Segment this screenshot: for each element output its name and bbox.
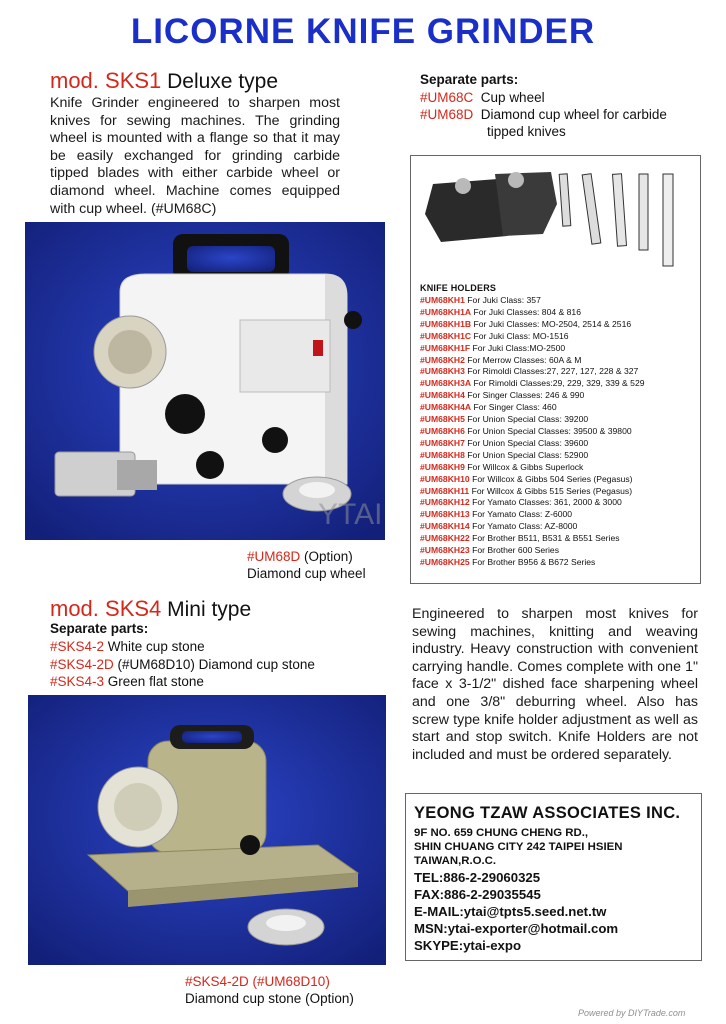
knife-holder-row: #UM68KH4 For Singer Classes: 246 & 990 — [420, 390, 585, 401]
knife-holder-row: #UM68KH22 For Brother B511, B531 & B551 Series — [420, 533, 620, 544]
address-line-3: TAIWAN,R.O.C. — [414, 855, 497, 867]
page-title: LICORNE KNIFE GRINDER — [130, 12, 596, 51]
sks1-type: Deluxe type — [161, 70, 279, 93]
knife-holder-row: #UM68KH7 For Union Special Class: 39600 — [420, 437, 589, 448]
separate-parts-title: Separate parts: — [420, 72, 519, 87]
sks1-option-suffix: (Option) — [300, 549, 353, 564]
separate-parts-item-2-code: #UM68D — [420, 107, 474, 122]
knife-holder-row: #UM68KH1C For Juki Class: MO-1516 — [420, 330, 569, 341]
separate-parts-continuation: tipped knives — [487, 124, 566, 139]
knife-holders-illustration — [411, 156, 700, 274]
contact-fax: FAX:886-2-29035545 — [414, 887, 541, 902]
knife-holders-title: KNIFE HOLDERS — [420, 283, 497, 293]
separate-parts-item-1 — [420, 89, 545, 106]
contact-tel: TEL:886-2-29060325 — [414, 870, 541, 885]
sks4-caption-label: Diamond cup stone (Option) — [185, 991, 354, 1006]
separate-parts-item-2 — [420, 106, 667, 123]
knife-holder-row: #UM68KH1A For Juki Classes: 804 & 816 — [420, 306, 581, 317]
knife-holder-row: #UM68KH6 For Union Special Classes: 39500 & 39800 — [420, 425, 632, 436]
sks4-photo — [28, 695, 386, 965]
sks1-option-code: #UM68D — [247, 549, 301, 564]
address-line-1: 9F NO. 659 CHUNG CHENG RD., — [414, 827, 589, 839]
sks1-option-label: Diamond cup wheel — [247, 566, 366, 581]
knife-holder-row: #UM68KH25 For Brother B956 & B672 Series — [420, 556, 596, 567]
sks1-machine-illustration — [25, 222, 385, 540]
sks4-part-1: #SKS4-2 White cup stone — [50, 639, 205, 654]
knife-holder-row: #UM68KH3 For Rimoldi Classes:27, 227, 127, 228 & 327 — [420, 366, 639, 377]
footer-credit: Powered by DIYTrade.com — [578, 1008, 686, 1018]
sks1-description: Knife Grinder engineered to sharpen most knives for sewing machines. The grinding wheel is mounted with a flange so that it may be easily exchanged for grinding carbide tipped blades with either carbide wheel or diamond wheel. Machine comes equipped with cup wheel. (#UM68C) — [50, 95, 340, 217]
knife-holder-row: #UM68KH1F For Juki Class:MO-2500 — [420, 342, 566, 353]
sks4-heading — [50, 596, 251, 622]
sks4-type: Mini type — [161, 598, 252, 621]
knife-holders-list — [420, 295, 645, 569]
sks4-part-3: #SKS4-3 Green flat stone — [50, 674, 204, 689]
contact-msn: MSN:ytai-exporter@hotmail.com — [414, 921, 619, 936]
sks4-part-2: #SKS4-2D (#UM68D10) Diamond cup stone — [50, 657, 315, 672]
separate-parts-item-1-label: Cup wheel — [480, 90, 545, 105]
knife-holder-row: #UM68KH9 For Willcox & Gibbs Superlock — [420, 461, 584, 472]
sks4-code: mod. SKS4 — [50, 596, 162, 621]
sks1-photo — [25, 222, 385, 540]
knife-holder-row: #UM68KH13 For Yamato Class: Z-6000 — [420, 509, 573, 520]
knife-holder-row: #UM68KH5 For Union Special Class: 39200 — [420, 414, 589, 425]
knife-holder-row: #UM68KH2 For Merrow Classes: 60A & M — [420, 354, 582, 365]
sks4-description: Engineered to sharpen most knives for sewing machines, knitting and weaving industry. Heavy construction with convenient carrying handle. Comes complete with one 1" face x 3-1/2" dished face sharpening wheel and one 3/8" deburring wheel. Also has screw type knife holder adjustment as well as start and stop switch. Knife Holders are not included and must be ordered separately. — [412, 606, 698, 763]
knife-holder-row: #UM68KH12 For Yamato Classes: 361, 2000 & 3000 — [420, 497, 622, 508]
address-line-2: SHIN CHUANG CITY 242 TAIPEI HSIEN — [414, 841, 623, 853]
watermark: YTAI — [318, 498, 383, 531]
knife-holder-row: #UM68KH8 For Union Special Class: 52900 — [420, 449, 589, 460]
sks4-caption-code: #SKS4-2D (#UM68D10) — [185, 974, 330, 989]
contact-skype: SKYPE:ytai-expo — [414, 938, 521, 953]
knife-holder-row: #UM68KH11 For Willcox & Gibbs 515 Series (Pegasus) — [420, 485, 633, 496]
sks4-machine-illustration — [28, 695, 386, 965]
knife-holder-row: #UM68KH1 For Juki Class: 357 — [420, 295, 541, 305]
knife-holders-box — [410, 155, 701, 584]
knife-holder-row: #UM68KH23 For Brother 600 Series — [420, 545, 560, 556]
knife-holder-row: #UM68KH3A For Rimoldi Classes:29, 229, 329, 339 & 529 — [420, 378, 645, 389]
knife-holder-row: #UM68KH10 For Willcox & Gibbs 504 Series (Pegasus) — [420, 473, 633, 484]
knife-holder-row: #UM68KH1B For Juki Classes: MO-2504, 2514 & 2516 — [420, 318, 632, 329]
sks1-code: mod. SKS1 — [50, 68, 162, 93]
separate-parts-item-1-code: #UM68C — [420, 90, 474, 105]
contact-email: E-MAIL:ytai@tpts5.seed.net.tw — [414, 904, 607, 919]
separate-parts-item-2-label: Diamond cup wheel for carbide — [480, 107, 667, 122]
knife-holder-row: #UM68KH14 For Yamato Class: AZ-8000 — [420, 521, 578, 532]
sks4-parts-title: Separate parts: — [50, 621, 149, 636]
sks1-heading — [50, 68, 278, 94]
sks1-option-caption — [247, 548, 353, 565]
knife-holder-row: #UM68KH4A For Singer Class: 460 — [420, 402, 557, 413]
company-name: YEONG TZAW ASSOCIATES INC. — [414, 804, 681, 822]
contact-box — [405, 793, 702, 961]
